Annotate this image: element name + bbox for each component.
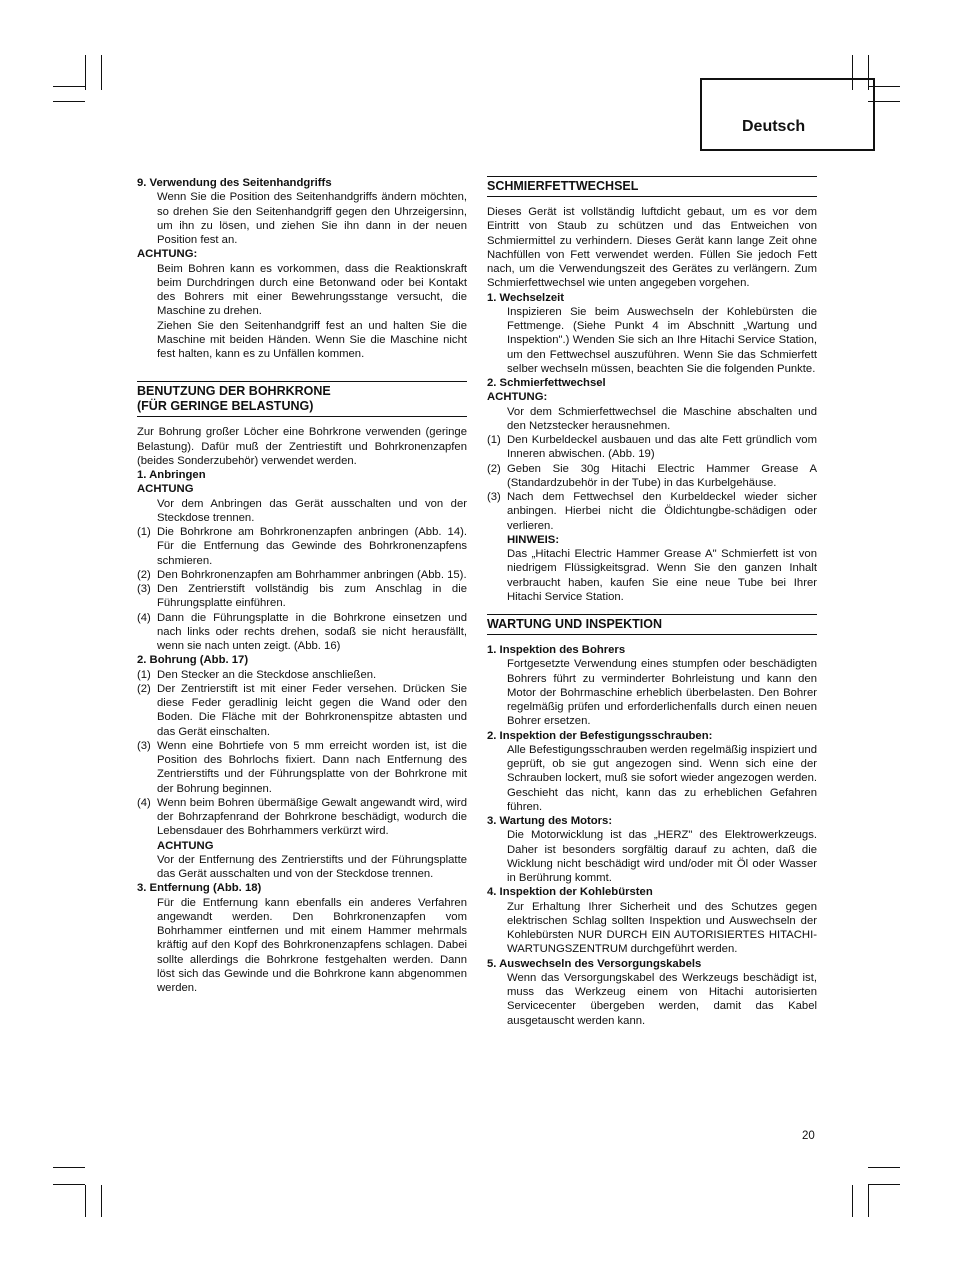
list-item: (3) Den Zentrierstift vollständig bis zum Anschlag in die Führungsplatte einführen. bbox=[137, 583, 467, 610]
subsection-title: 1. Inspektion des Bohrers bbox=[487, 644, 626, 656]
paragraph: Alle Befestigungsschrauben werden regelmäßig inspiziert und geprüft, ob sie gut angezogen sind. Wenn sich eine der Schrauben lockert, muß sie sofort wieder angezogen werden. Geschieht das nicht, kann das zu erheblichen Gefahren führen. bbox=[507, 743, 817, 813]
crop-mark bbox=[101, 55, 102, 90]
language-tab-box bbox=[700, 78, 875, 151]
paragraph: Inspizieren Sie beim Auswechseln der Kohlebürsten die Fettmenge. (Siehe Punkt 4 im Abschnitt „Wartung und Inspektion".) Wenden Sie sich an Ihre Hitachi Service Station, um den Fettwechsel auszuführen. Wenn Sie das Schmierfett selber wechseln müssen, beachten Sie die folgenden Punkte. bbox=[507, 305, 817, 375]
list-item: (2) Den Bohrkronenzapfen am Bohrhammer anbringen (Abb. 15). bbox=[137, 568, 467, 581]
paragraph: Vor dem Schmierfettwechsel die Maschine abschalten und den Netzstecker herausnehmen. bbox=[507, 405, 817, 432]
subsection-title: 4. Inspektion der Kohlebürsten bbox=[487, 886, 653, 899]
subsection-title: 5. Auswechseln des Versorgungskabels bbox=[487, 957, 702, 970]
note-label: HINWEIS: bbox=[507, 533, 560, 546]
paragraph: Das „Hitachi Electric Hammer Grease A" Schmierfett ist von niedrigem Flüssigkeitsgrad. Wenn Sie den ganzen Inhalt verbraucht haben, kaufen Sie eine neue Tube bei Ihrer Hitachi Service Station. bbox=[507, 548, 817, 603]
section-heading-bohrkrone bbox=[137, 381, 467, 417]
paragraph: Vor dem Anbringen das Gerät ausschalten und von der Steckdose trennen. bbox=[157, 497, 467, 524]
list-item: (2) Der Zentrierstift ist mit einer Feder versehen. Drücken Sie diese Feder geradlinig leicht gegen die Wand oder den Boden. Die Fläche mit der Bohrkronenspitze abtasten und das Gerät einschalten. bbox=[137, 682, 467, 738]
paragraph: Zur Bohrung großer Löcher eine Bohrkrone verwenden (geringe Belastung). Dafür muß der Zentriestift und Bohrkronenzapfen (beides Sonderzubehör) verwendet werden. bbox=[137, 426, 467, 467]
warning-label: ACHTUNG: bbox=[487, 391, 548, 404]
list-item: (1) Den Kurbeldeckel ausbauen und das alte Fett gründlich vom Inneren abwischen. (Abb. 19) bbox=[487, 434, 817, 461]
list-item: (1) Die Bohrkrone am Bohrkronenzapfen anbringen (Abb. 14). Für die Entfernung das Gewinde des Bohrkronenzapfens schmieren. bbox=[137, 526, 467, 567]
section-heading-schmierfettwechsel: SCHMIERFETTWECHSEL bbox=[487, 176, 817, 197]
paragraph: Vor der Entfernung des Zentrierstifts und der Führungsplatte das Gerät ausschalten und von der Steckdose trennen. bbox=[157, 853, 467, 880]
list-item: (4) Dann die Führungsplatte in die Bohrkrone einsetzen und nach links oder rechts drehen, sodaß sie nicht herausfällt, wenn sie nach unten zeigt. (Abb. 16) bbox=[137, 611, 467, 652]
subsection-title: 3. Wartung des Motors: bbox=[487, 815, 613, 827]
heading-line: BENUTZUNG DER BOHRKRONE bbox=[137, 384, 331, 399]
crop-mark bbox=[868, 1167, 900, 1168]
list-item: (1) Den Stecker an die Steckdose anschließen. bbox=[137, 668, 377, 681]
crop-mark bbox=[53, 1167, 85, 1168]
subsection-title: 2. Bohrung (Abb. 17) bbox=[137, 654, 249, 667]
crop-mark bbox=[868, 1185, 869, 1217]
page-number: 20 bbox=[802, 1130, 815, 1142]
paragraph: Dieses Gerät ist vollständig luftdicht gebaut, um es vor dem Eintritt von Staub zu schützen und das Entweichen von Schmiermittel zu verhindern. Dieses Gerät kann lange Zeit ohne Nachfüllen von Fett verwendet werden. Füllen Sie jedoch Fett nach, um die Verwendungszeit des Gerätes zu verlängern. Zum Schmierfettwechsel wie unten angegeben vorgehen. bbox=[487, 206, 817, 290]
section-title-seitenhandgriff: 9. Verwendung des Seitenhandgriffs bbox=[137, 177, 332, 189]
crop-mark bbox=[852, 1185, 853, 1217]
list-item: (2) Geben Sie 30g Hitachi Electric Hammer Grease A (Standardzubehör in der Tube) in das Kurbelgehäuse. bbox=[487, 462, 817, 489]
crop-mark bbox=[53, 101, 85, 102]
heading-line: (FÜR GERINGE BELASTUNG) bbox=[137, 399, 314, 414]
paragraph: Für die Entfernung kann ebenfalls ein anderes Verfahren angewandt werden. Den Bohrkronenzapfen vom Bohrhammer eintfernen und mit einem Hammer mehrmals kräftig auf den Kopf des Bohrkronenzapfens schlagen. Dabei sollte allerdings die Bohrkrone festgehalten werden. Dann löst sich das Gewinde und die Bohrkrone kann abgenommen werden. bbox=[157, 896, 467, 994]
crop-mark bbox=[53, 1184, 85, 1185]
left-column bbox=[137, 176, 467, 995]
subsection-title: 2. Schmierfettwechsel bbox=[487, 377, 606, 389]
crop-mark bbox=[868, 1184, 900, 1185]
subsection-title: 1. Anbringen bbox=[137, 469, 206, 481]
paragraph: Wenn das Versorgungskabel des Werkzeugs beschädigt ist, muss das Werkzeug einem von Hitachi autorisierten Servicecenter übergeben werden, damit das Kabel ausgetauscht werden kann. bbox=[507, 971, 817, 1027]
warning-label: ACHTUNG bbox=[137, 483, 194, 496]
paragraph: Fortgesetzte Verwendung eines stumpfen oder beschädigten Bohrers führt zu verminderter Bohrleistung und kann den Motor der Bohrmaschine erheblich überbelasten. Den Bohrer regelmäßig prüfen und erforderlichenfalls durch einen neuen Bohrer ersetzen. bbox=[507, 658, 817, 728]
paragraph: Die Motorwicklung ist das „HERZ" des Elektrowerkzeugs. Daher ist besonders sorgfältig darauf zu achten, daß die Wicklung nicht beschädigt wird und/oder mit Öl oder Wasser in Berührung kommt. bbox=[507, 829, 817, 884]
subsection-title: 1. Wechselzeit bbox=[487, 291, 565, 304]
paragraph: Ziehen Sie den Seitenhandgriff fest an und halten Sie die Maschine mit beiden Händen. Wenn Sie die Maschine nicht fest halten, kann es zu Unfällen kommen. bbox=[157, 319, 467, 360]
list-item: (3) Nach dem Fettwechsel den Kurbeldeckel wieder sicher anbingen. Hierbei nicht die Öldichtungbe-schädigen oder verlieren. bbox=[487, 491, 817, 532]
paragraph: Zur Erhaltung Ihrer Sicherheit und des Schutzes gegen elektrischen Schlag sollten Inspektion und Auswechseln der Kohlebürsten NUR DURCH EIN AUTORISIERTES HITACHI-WARTUNGSZENTRUM durchgeführt werden. bbox=[507, 900, 817, 956]
right-column bbox=[487, 176, 817, 1028]
list-item: (3) Wenn eine Bohrtiefe von 5 mm erreicht worden ist, ist die Position des Bohrlochs fixiert. Dann nach Entfernung des Zentrierstifts und der Führungsplatte von der Bohrkrone mit der Bohrung beginnen. bbox=[137, 739, 467, 795]
section-heading-wartung: WARTUNG UND INSPEKTION bbox=[487, 614, 817, 635]
crop-mark bbox=[85, 1185, 86, 1217]
crop-mark bbox=[85, 55, 86, 90]
list-item: (4) Wenn beim Bohren übermäßige Gewalt angewandt wird, wird der Bohrzapfenrand der Bohrkrone beschädigt, wodurch die Lebensdauer des Bohrhammers verkürzt wird. bbox=[137, 796, 467, 838]
paragraph: Wenn Sie die Position des Seitenhandgriffs ändern möchten, so drehen Sie den Seitenhandgriff gegen den Uhrzeigersinn, um ihn zu lösen, und ziehen Sie ihn dann in der neuen Position fest an. bbox=[157, 191, 467, 246]
crop-mark bbox=[53, 86, 85, 87]
subsection-title: 3. Entfernung (Abb. 18) bbox=[137, 882, 262, 895]
language-label: Deutsch bbox=[742, 118, 806, 135]
warning-label: ACHTUNG bbox=[157, 839, 214, 852]
crop-mark bbox=[101, 1185, 102, 1217]
warning-label: ACHTUNG: bbox=[137, 248, 198, 261]
paragraph: Beim Bohren kann es vorkommen, dass die Reaktionskraft beim Durchdringen durch eine Betonwand oder bei Kontakt des Bohrers mit einer Bewehrungsstange versucht, die Maschine zu drehen. bbox=[157, 262, 467, 318]
subsection-title: 2. Inspektion der Befestigungsschrauben: bbox=[487, 729, 713, 742]
